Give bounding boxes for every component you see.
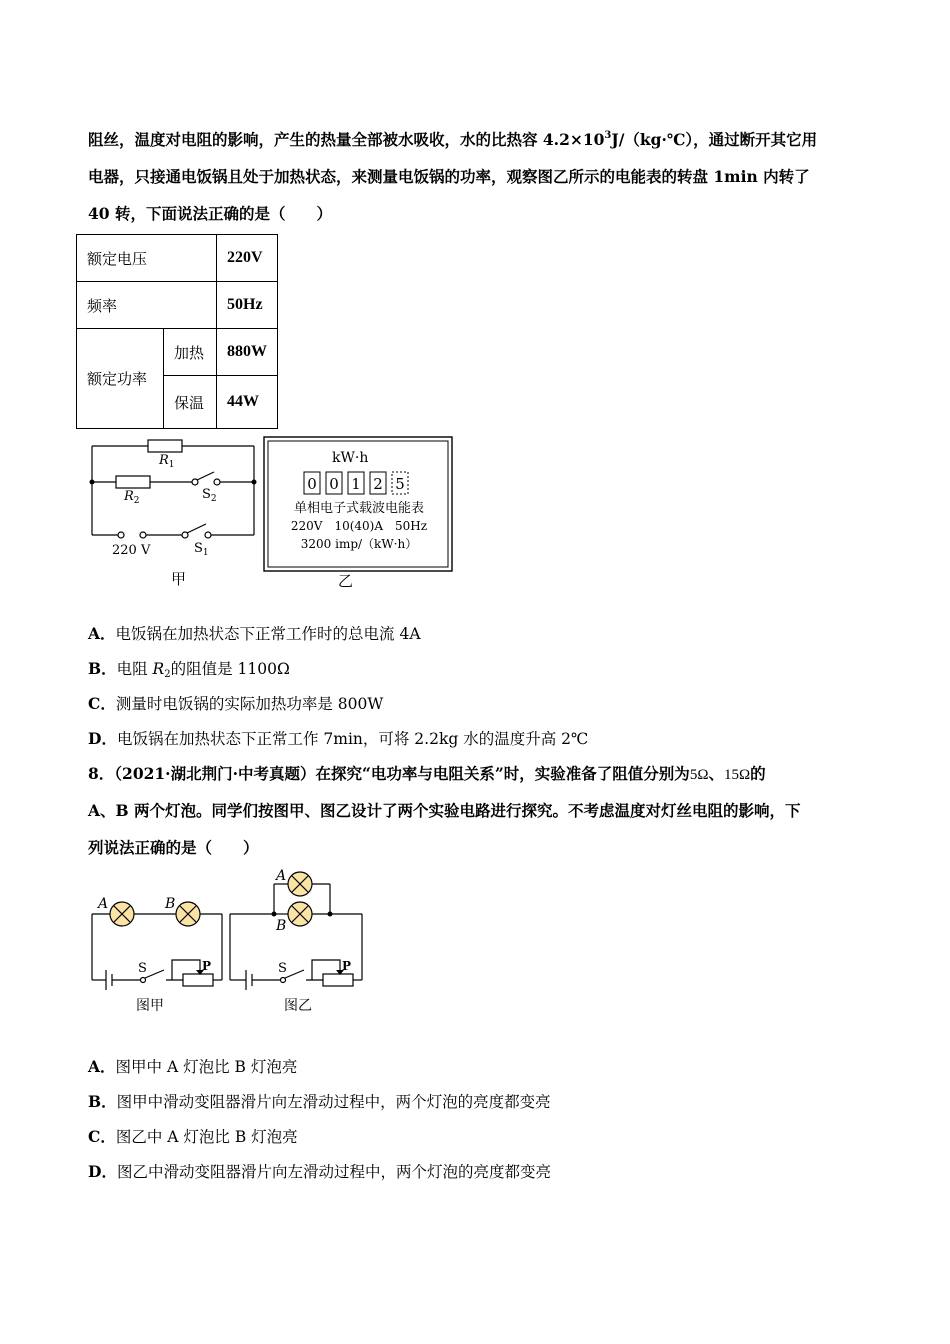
superscript: 3: [604, 130, 612, 141]
q7-option-b[interactable]: [88, 657, 290, 679]
separator: 、: [708, 764, 724, 783]
q8-option-a[interactable]: [88, 1055, 297, 1077]
option-text: 的阻值是 1100Ω: [170, 660, 290, 678]
meter-unit: kW·h: [332, 450, 369, 466]
option-text: 图甲中 A 灯泡比 B 灯泡亮: [115, 1058, 298, 1076]
q8-option-c[interactable]: [88, 1125, 298, 1147]
meter-digit: 5: [395, 475, 405, 493]
switch-label: S: [278, 961, 287, 976]
s2-label: $S_2$: [202, 487, 217, 504]
q8-stem-text: 8．（2021·湖北荆门·中考真题）在探究“电功率与电阻关系”时，实验准备了阻值分别为: [88, 764, 690, 783]
lamp-a-icon: [288, 872, 312, 896]
meter-constant: 3200 imp/（kW·h）: [300, 537, 418, 551]
variable: R: [152, 660, 165, 678]
heating-value: 880W: [217, 329, 278, 376]
option-letter: C．: [88, 1127, 116, 1146]
table-row: [77, 329, 278, 376]
rated-voltage-label: 额定电压: [77, 235, 217, 282]
meter-spec: 220V 10(40)A 50Hz: [290, 519, 428, 533]
table-row: [77, 282, 278, 329]
r2-label: $R_2$: [124, 489, 140, 506]
option-text: 电饭锅在加热状态下正常工作 7min，可将 2.2kg 水的温度升高 2℃: [116, 730, 589, 748]
warm-value: 44W: [217, 376, 278, 429]
q7-stem-text: 阻丝，温度对电阻的影响，产生的热量全部被水吸收，水的比热容 4.2×10: [88, 130, 605, 149]
option-letter: A．: [88, 1057, 116, 1076]
q8-option-d[interactable]: [88, 1160, 551, 1182]
slider-label: P: [202, 959, 212, 973]
option-letter: C．: [88, 694, 116, 713]
q7-option-d[interactable]: [88, 727, 588, 749]
q7-stem-line-3: 40 转，下面说法正确的是（ ）: [88, 204, 332, 223]
option-letter: D．: [88, 1162, 117, 1181]
q8-stem-text: 的: [750, 764, 766, 783]
frequency-label: 频率: [77, 282, 217, 329]
option-letter: B．: [88, 1092, 117, 1111]
q8-stem-line-3: 列说法正确的是（ ）: [88, 838, 259, 857]
caption-fig-jia: 图甲: [136, 998, 164, 1014]
table-row: [77, 235, 278, 282]
s1-label: $S_1$: [194, 541, 209, 558]
lamp-a-icon: [110, 902, 134, 926]
q8-stem-line-2: A、B 两个灯泡。同学们按图甲、图乙设计了两个实验电路进行探究。不考虑温度对灯丝电阻的影响，下: [88, 801, 801, 820]
option-text: 图乙中滑动变阻器滑片向左滑动过程中，两个灯泡的亮度都变亮: [116, 1163, 551, 1181]
q7-option-c[interactable]: [88, 692, 383, 714]
lamp-a-label: A: [276, 868, 287, 884]
spec-table: [76, 234, 278, 429]
meter-digit: 0: [307, 475, 317, 493]
frequency-value: 50Hz: [217, 282, 278, 329]
option-text: 图乙中 A 灯泡比 B 灯泡亮: [115, 1128, 298, 1146]
meter-digit: 2: [373, 475, 383, 493]
resistance-a: 5Ω: [689, 767, 709, 783]
option-text: 电饭锅在加热状态下正常工作时的总电流 4A: [115, 625, 421, 643]
rated-voltage-value: 220V: [217, 235, 278, 282]
q7-stem-text: J/（kg·℃），通过断开其它用: [611, 130, 818, 149]
resistance-b: 15Ω: [723, 767, 751, 783]
energy-meter-yi: [262, 434, 456, 594]
lamp-b-icon: [288, 902, 312, 926]
slider-label: P: [342, 959, 352, 973]
source-label: 220 V: [112, 543, 151, 558]
subscript: 2: [164, 669, 171, 680]
lamp-a-label: A: [98, 896, 109, 912]
meter-name: 单相电子式载波电能表: [293, 501, 425, 516]
caption-jia: 甲: [171, 570, 187, 588]
option-letter: D．: [88, 729, 117, 748]
option-letter: A．: [88, 624, 116, 643]
q8-stem-line-1: [88, 762, 766, 784]
lamp-b-icon: [176, 902, 200, 926]
option-text: 图甲中滑动变阻器滑片向左滑动过程中，两个灯泡的亮度都变亮: [116, 1093, 551, 1111]
option-text: 电阻: [116, 660, 153, 678]
lamp-b-label: B: [165, 896, 176, 912]
option-text: 测量时电饭锅的实际加热功率是 800W: [115, 695, 384, 713]
q7-option-a[interactable]: [88, 622, 421, 644]
heating-label: 加热: [164, 329, 217, 376]
circuit-diagram-jia: [86, 434, 266, 594]
caption-fig-yi: 图乙: [284, 998, 312, 1014]
switch-label: S: [138, 961, 147, 976]
circuit-figure-jia: [88, 892, 228, 1022]
circuit-figure-yi: [228, 864, 368, 1022]
rated-power-label: 额定功率: [77, 329, 164, 429]
meter-digit: 0: [329, 475, 339, 493]
option-letter: B．: [88, 659, 117, 678]
q8-option-b[interactable]: [88, 1090, 551, 1112]
r1-label: $R_1$: [159, 453, 175, 470]
lamp-b-label: B: [276, 918, 287, 934]
caption-yi: 乙: [338, 572, 354, 590]
warm-label: 保温: [164, 376, 217, 429]
meter-digit: 1: [351, 475, 361, 493]
q7-stem-line-1: [88, 128, 817, 150]
q7-stem-line-2: 电器，只接通电饭锅且处于加热状态，来测量电饭锅的功率，观察图乙所示的电能表的转盘 1min 内转了: [88, 167, 810, 186]
